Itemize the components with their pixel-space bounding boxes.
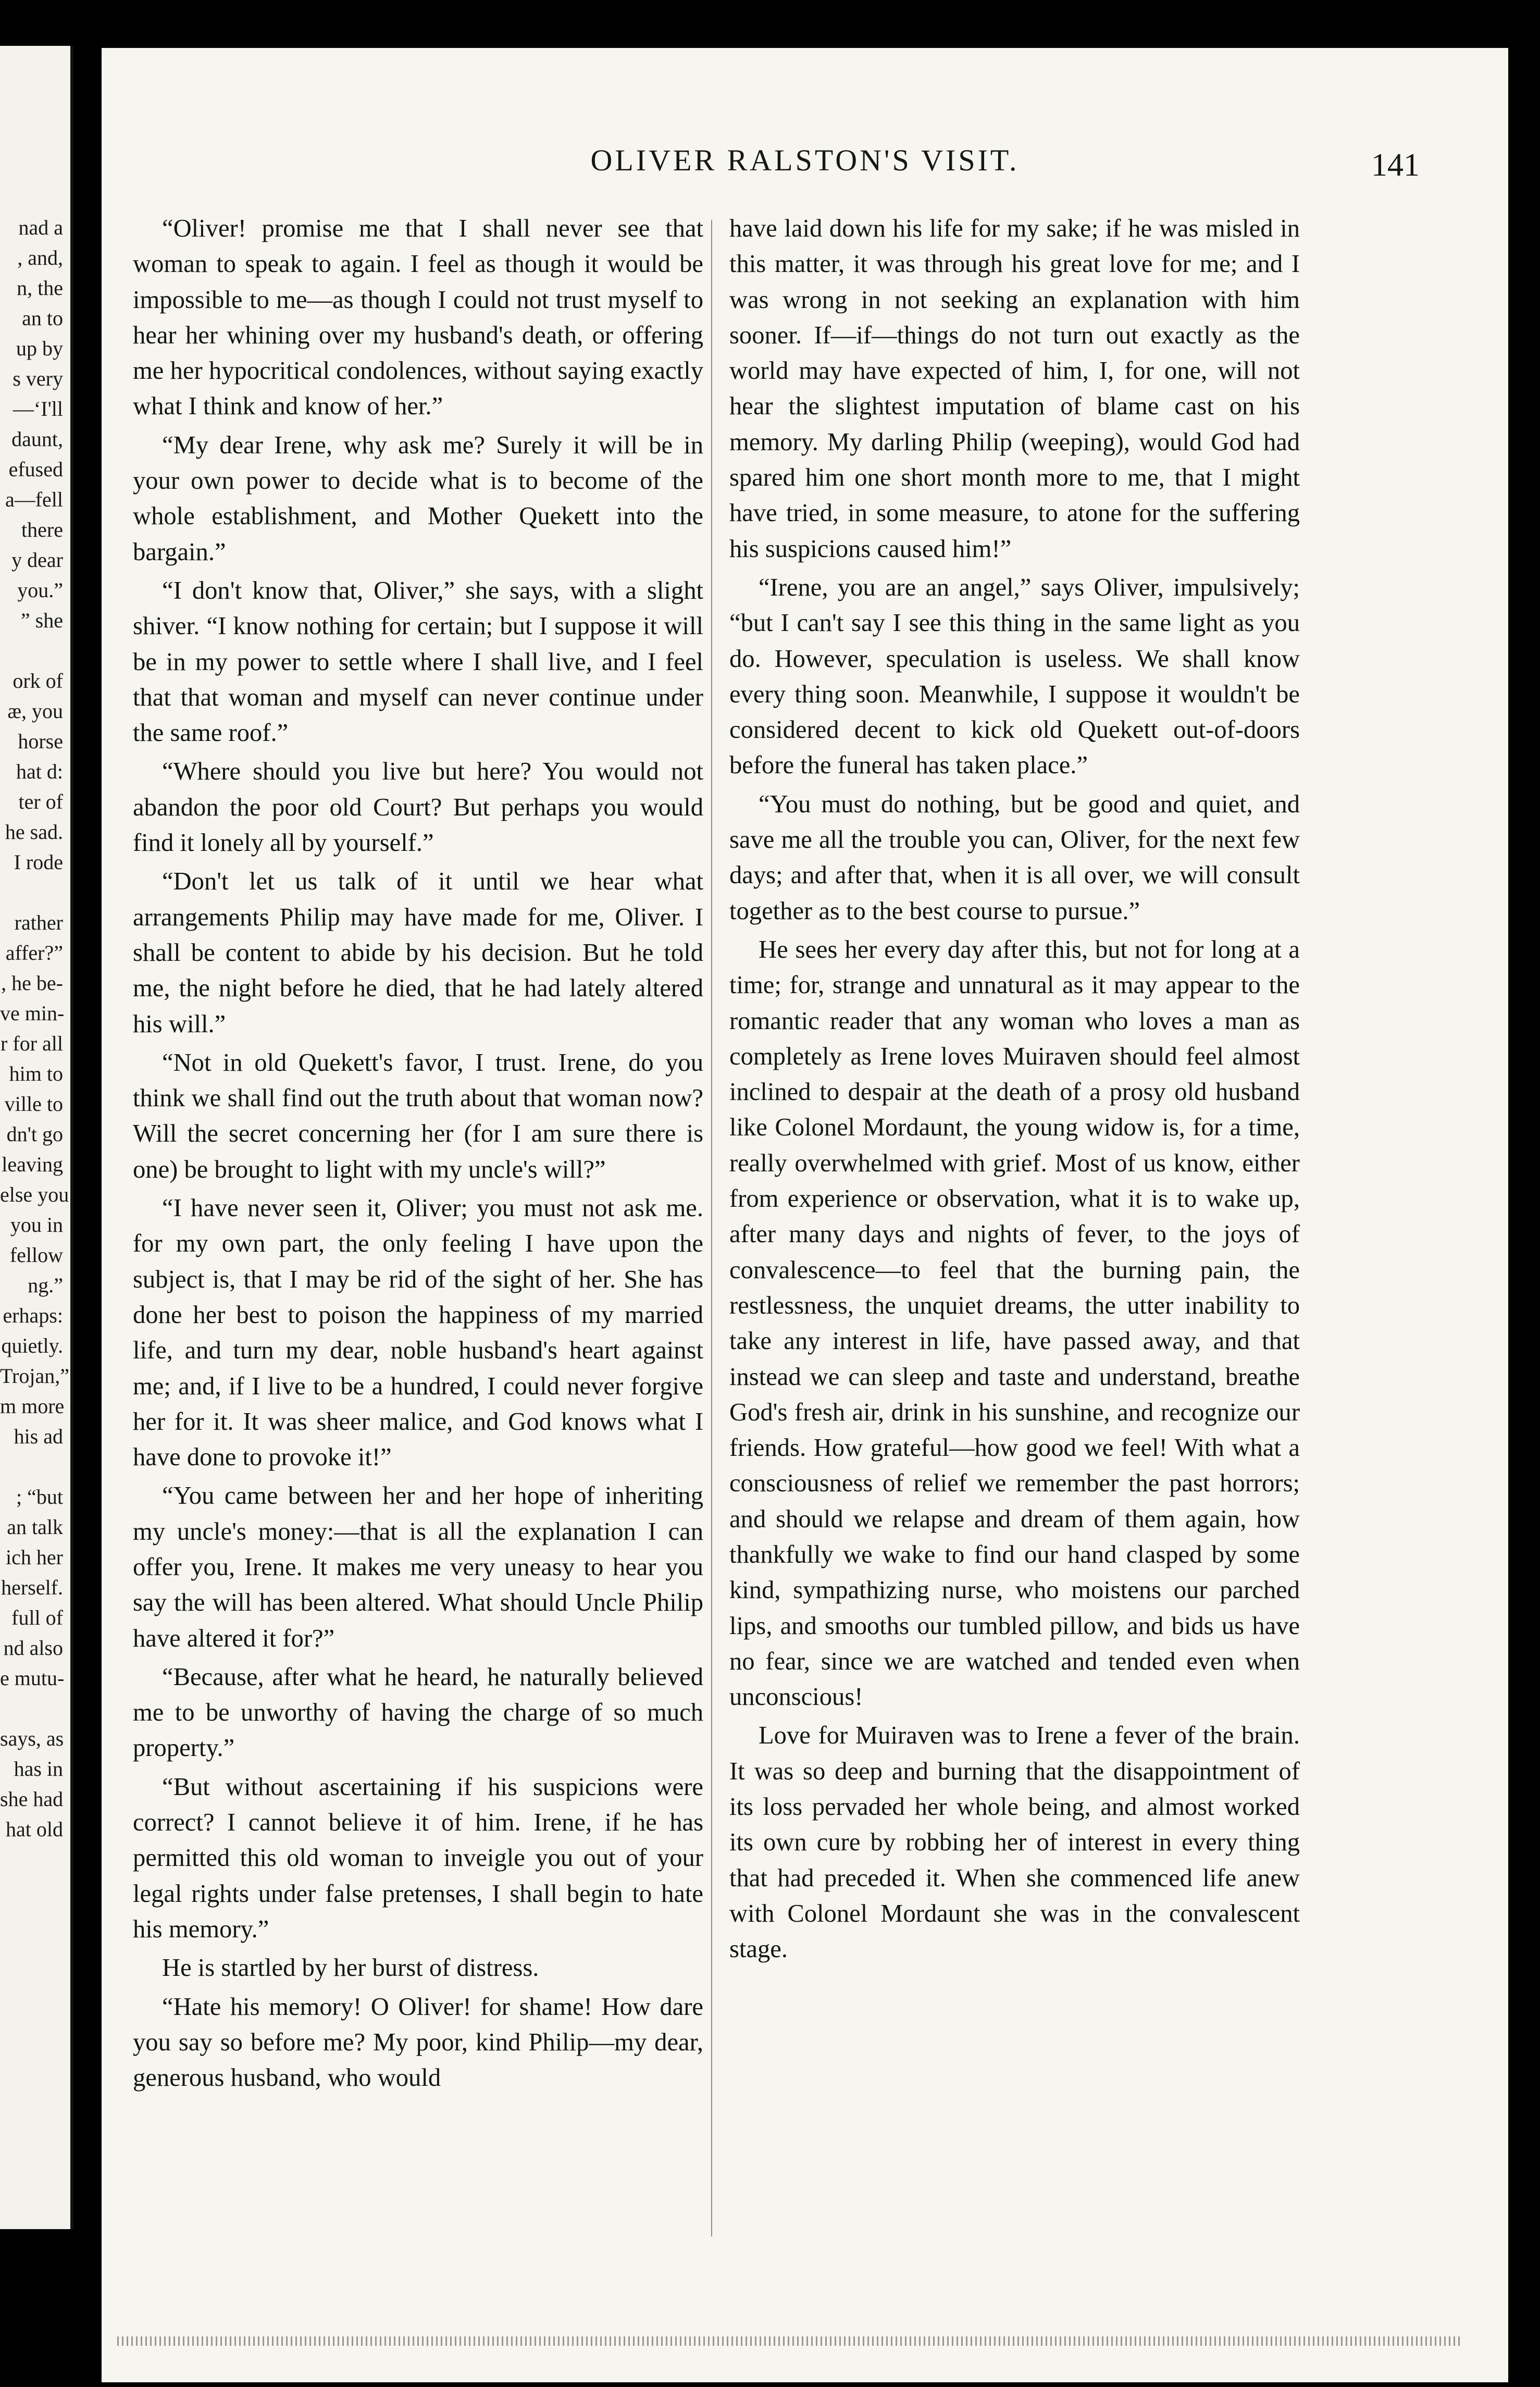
facing-page-line: æ, you [7, 699, 63, 723]
facing-page-line [0, 636, 70, 666]
paragraph: “I don't know that, Oliver,” she says, with a slight shiver. “I know nothing for certain; but I suppose it will be in my power to settle where I shall live, and I feel that that woman and myself can never continue under the same roof.” [133, 576, 703, 747]
facing-page-line: him to [9, 1062, 63, 1085]
facing-page-fragment [0, 46, 73, 2229]
facing-page-line: s very [13, 367, 63, 390]
facing-page-line: leaving [2, 1153, 63, 1176]
facing-page-line: says, as [0, 1727, 64, 1750]
facing-page-line: affer?” [5, 941, 63, 964]
paragraph: “Hate his memory! O Oliver! for shame! How dare you say so before me? My poor, kind Philip—my dear, generous husband, who would [133, 1992, 703, 2092]
facing-page-line: r for all [1, 1032, 63, 1055]
facing-page-line: you.” [17, 578, 63, 602]
paragraph: “Irene, you are an angel,” says Oliver, impulsively; “but I can't say I see this thing in the same light as you do. However, speculation is useless. We shall know every thing soon. Meanwhile, I suppose it wouldn't be considered decent to kick old Quekett out-of-doors before the funeral has taken place.” [729, 573, 1300, 780]
paragraph: “You came between her and her hope of inheriting my uncle's money:—that is all the explanation I can offer you, Irene. It makes me very uneasy to hear you say the will has been altered. What should Uncle Philip have altered it for?” [133, 1481, 703, 1652]
facing-page-line: dn't go [6, 1122, 63, 1146]
column-rule [711, 220, 712, 2236]
facing-page-text [0, 46, 70, 1845]
facing-page-line: an talk [7, 1515, 63, 1539]
facing-page-line: quietly. [1, 1334, 63, 1357]
left-column [133, 211, 703, 2095]
facing-page-line: hat old [6, 1817, 63, 1841]
facing-page-line: m more [0, 1394, 65, 1418]
book-page [102, 48, 1508, 2382]
facing-page-line [0, 877, 70, 908]
facing-page-line: Trojan,” [0, 1364, 69, 1388]
facing-page-line: efused [8, 457, 63, 481]
facing-page-line [0, 1452, 70, 1482]
paragraph: “Don't let us talk of it until we hear what arrangements Philip may have made for me, Oliver. I shall be content to abide by his decision. But he told me, the night before he died, that he had lately altered his will.” [133, 867, 703, 1038]
facing-page-line: ve min- [0, 1001, 65, 1025]
facing-page-line [0, 1693, 70, 1724]
facing-page-line: , he be- [1, 971, 63, 995]
paragraph: “Where should you live but here? You would not abandon the poor old Court? But perhaps you would find it lonely all by yourself.” [133, 757, 703, 857]
paragraph: have laid down his life for my sake; if he was misled in this matter, it was through his great love for me; and I was wrong in not seeking an explanation with him sooner. If—if—things do not turn out exactly as the world may have expected of him, I, for one, will not hear the slightest imputation of blame cast on his memory. My darling Philip (weeping), would God had spared him one short month more to me, that I might have tried, in some measure, to atone for the suffering his suspicions caused him!” [729, 214, 1300, 563]
facing-page-line: daunt, [11, 427, 63, 451]
paragraph: “My dear Irene, why ask me? Surely it will be in your own power to decide what is to become of the whole establishment, and Mother Quekett into the bargain.” [133, 430, 703, 566]
facing-page-line: he sad. [5, 820, 63, 844]
facing-page-line: up by [16, 337, 63, 360]
right-column [729, 211, 1300, 1967]
facing-page-line: his ad [14, 1425, 63, 1448]
paragraph: “Not in old Quekett's favor, I trust. Irene, do you think we shall find out the truth about that woman now? Will the secret concerning her (for I am sure there is one) be brought to light with my uncle's will?” [133, 1048, 703, 1183]
facing-page-line: else you [0, 1183, 69, 1206]
paragraph: “Oliver! promise me that I shall never see that woman to speak to again. I feel as though it would be impossible to me—as though I could not trust myself to hear her whining over my husband's death, or offering me her hypocritical condolences, without saying exactly what I think and know of her.” [133, 214, 703, 420]
facing-page-line: ville to [4, 1092, 63, 1116]
facing-page-line: I rode [14, 850, 63, 874]
facing-page-line: horse [18, 729, 63, 753]
facing-page-line: there [21, 518, 63, 541]
running-head: OLIVER RALSTON'S VISIT. [590, 143, 1020, 177]
facing-page-line: ; “but [16, 1485, 63, 1508]
facing-page-line: ng.” [28, 1273, 63, 1297]
facing-page-line: herself. [1, 1576, 63, 1599]
paragraph: “You must do nothing, but be good and quiet, and save me all the trouble you can, Oliver, for the next few days; and after that, when it is all over, we will consult together as to the best course to pursue.” [729, 789, 1300, 925]
facing-page-line: nd also [3, 1636, 63, 1660]
scan-noise [117, 2336, 1461, 2346]
facing-page-line: erhaps: [3, 1304, 63, 1327]
paragraph: “I have never seen it, Oliver; you must not ask me. for my own part, the only feeling I have upon the subject is, that I may be rid of the sight of her. She has done her best to poison the happiness of my married life, and turn my dear, noble husband's heart against me; and, if I live to be a hundred, I could never forgive her for it. It was sheer malice, and God knows what I have done to provoke it!” [133, 1194, 703, 1471]
facing-page-line: has in [14, 1757, 63, 1780]
facing-page-line: rather [14, 911, 63, 934]
facing-page-line: —‘I'll [13, 397, 63, 420]
facing-page-line: ter of [18, 790, 63, 813]
facing-page-line: ” she [20, 609, 63, 632]
facing-page-line: nad a [18, 216, 63, 239]
facing-page-line: an to [22, 306, 63, 330]
facing-page-line: , and, [17, 246, 63, 269]
facing-page-line: a—fell [5, 488, 63, 511]
facing-page-line: y dear [11, 548, 63, 572]
paragraph: He sees her every day after this, but not for long at a time; for, strange and unnatural as it may appear to the romantic reader that any woman who loves a man as completely as Irene loves Muiraven should feel almost inclined to despair at the death of a prosy old husband like Colonel Mordaunt, the young widow is, for a time, really overwhelmed with grief. Most of us know, either from experience or observation, what it is to wake up, after many days and nights of fever, to the joys of convalescence—to feel that the burning pain, the restlessness, the unquiet dreams, the utter inability to take any interest in life, have passed away, and that instead we can sleep and taste and understand, breathe God's fresh air, drink in his sunshine, and recognize our friends. How grateful—how good we feel! With what a consciousness of relief we remember the past horrors; and should we relapse and dream of them again, how thankfully we wake to find our hand clasped by some kind, sympathizing nurse, who moistens our parched lips, and smooths our tumbled pillow, and bids us have no fear, since we are watched and tended even when unconscious! [729, 935, 1300, 1711]
paragraph: Love for Muiraven was to Irene a fever of the brain. It was so deep and burning that the disappointment of its loss pervaded her whole being, and almost worked its own cure by robbing her of interest in every thing that had preceded it. When she commenced life anew with Colonel Mordaunt she was in the convalescent stage. [729, 1721, 1300, 1963]
facing-page-line: fellow [9, 1243, 63, 1267]
facing-page-line: hat d: [16, 760, 63, 783]
paragraph: “Because, after what he heard, he naturally believed me to be unworthy of having the charge of so much property.” [133, 1662, 703, 1762]
paragraph: He is startled by her burst of distress. [162, 1953, 539, 1982]
facing-page-line: n, the [17, 276, 63, 300]
page-number: 141 [1371, 147, 1420, 183]
facing-page-line: ich her [6, 1545, 63, 1569]
facing-page-line: you in [10, 1213, 63, 1236]
paragraph: “But without ascertaining if his suspicions were correct? I cannot believe it of him. Irene, if he has permitted this old woman to inveigle you out of your legal rights under false pretenses, I shall begin to hate his memory.” [133, 1772, 703, 1943]
facing-page-line: she had [0, 1787, 64, 1811]
facing-page-line: e mutu- [0, 1666, 65, 1690]
facing-page-line: full of [11, 1606, 63, 1629]
facing-page-line: ork of [13, 669, 63, 692]
